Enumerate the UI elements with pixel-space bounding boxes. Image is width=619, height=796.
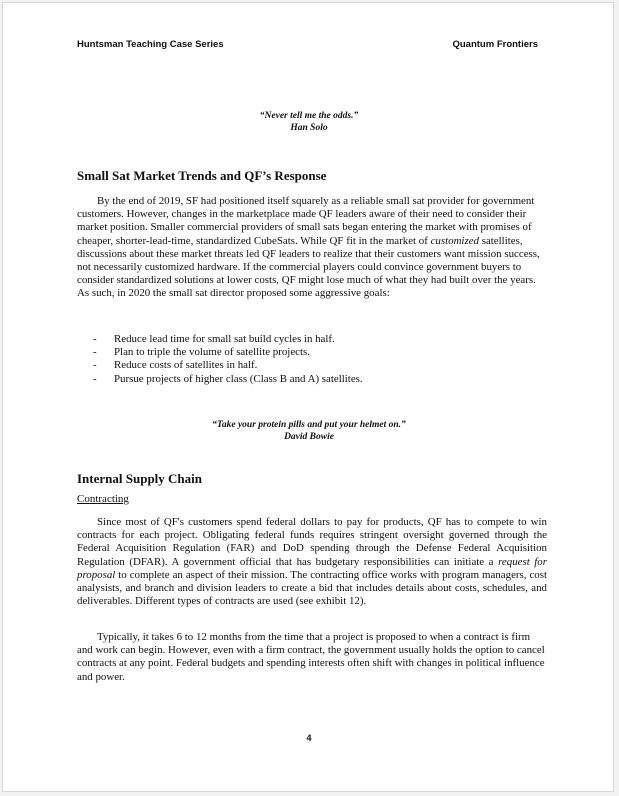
section-heading-market-trends: Small Sat Market Trends and QF’s Response (77, 168, 327, 183)
subheading-contracting: Contracting (77, 493, 129, 505)
header-case-title: Quantum Frontiers (452, 39, 538, 50)
epigraph-2-text: “Take your protein pills and put your helmet on.” (212, 420, 406, 430)
goals-list (91, 333, 363, 386)
section-heading-supply-chain: Internal Supply Chain (77, 471, 202, 486)
list-item: - Pursue projects of higher class (Class B and A) satellites. (91, 373, 363, 386)
epigraph-2 (3, 419, 615, 443)
paragraph-timeline: Typically, it takes 6 to 12 months from the time that a project is proposed to when a contract is firm and work can begin. However, even with a firm contract, the government usually holds the option to cancel contracts at any point. Federal budgets and spending interests often shift with changes in political influence and power. (77, 631, 545, 683)
list-item: - Reduce lead time for small sat build cycles in half. (91, 333, 363, 346)
page-number: 4 (306, 733, 312, 743)
list-item: - Reduce costs of satellites in half. (91, 359, 363, 372)
epigraph-1 (3, 110, 615, 134)
document-page (2, 2, 614, 792)
paragraph-contracting: Since most of QF's customers spend federal dollars to pay for products, QF has to compete to win contracts for each project. Obligating federal funds requires stringent oversight governed through the Federal Acquisition Regulation (FAR) and DoD spending through the Defense Federal Acquisition Regulation (DFAR). A government official that has budgetary responsibilities can initiate a request for proposal to complete an aspect of their mission. The contracting office works with program managers, cost analysists, and branch and division leaders to create a bid that includes details about costs, schedules, and deliverables. Different types of contracts are used (see exhibit 12). (77, 516, 547, 608)
epigraph-1-author: Han Solo (290, 123, 328, 133)
list-item: - Plan to triple the volume of satellite projects. (91, 346, 363, 359)
paragraph-market-trends: By the end of 2019, SF had positioned itself squarely as a reliable small sat provider for government customers. However, changes in the marketplace made QF leaders aware of their need to consider their market position. Smaller commercial providers of small sats began entering the market with promises of cheaper, shorter-lead-time, standardized CubeSats. While QF fit in the market of customized satellites, discussions about these market threats led QF leaders to realize that their customers want mission success, not necessarily customized hardware. If the commercial players could convince government buyers to consider standardized solutions at lower costs, QF might lose much of what they had built over the years. As such, in 2020 the small sat director proposed some aggressive goals: (77, 195, 540, 300)
epigraph-1-text: “Never tell me the odds.” (259, 111, 359, 121)
header-series: Huntsman Teaching Case Series (77, 39, 224, 50)
epigraph-2-author: David Bowie (284, 432, 334, 442)
emphasis-rfp: request for proposal (77, 555, 547, 581)
emphasis-customized: customized (430, 234, 479, 247)
